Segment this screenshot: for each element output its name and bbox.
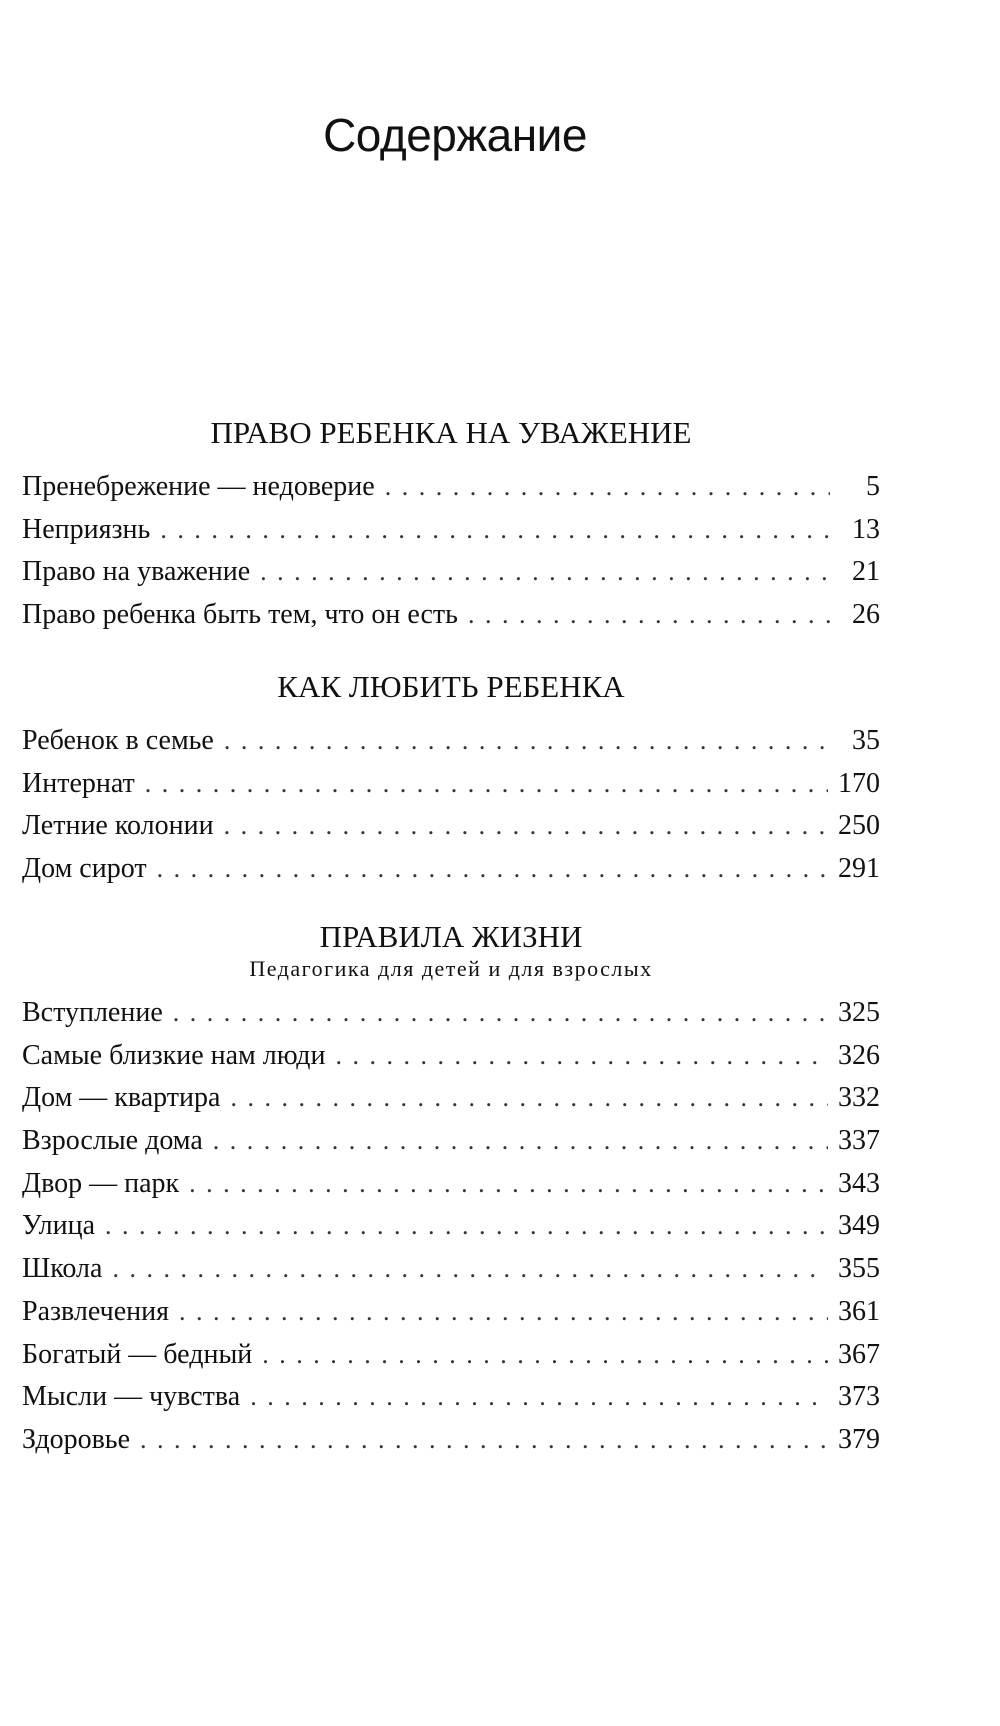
toc-entry-page: 337 <box>838 1125 880 1157</box>
dot-leader <box>105 1205 828 1248</box>
dot-leader <box>112 1248 828 1291</box>
toc-entry-title: Мысли — чувства <box>22 1381 241 1413</box>
toc-section-2 <box>22 664 880 891</box>
toc-entry-title: Дом сирот <box>22 853 147 885</box>
dot-leader <box>160 509 830 552</box>
toc-entry-page: 355 <box>838 1253 880 1285</box>
dot-leader <box>468 594 830 637</box>
toc-entry-title: Развлечения <box>22 1295 169 1327</box>
dot-leader <box>140 1419 828 1462</box>
toc-entry <box>22 1248 880 1291</box>
dot-leader <box>224 720 830 763</box>
dot-leader <box>250 1376 828 1419</box>
dot-leader <box>189 1163 828 1206</box>
toc-section-1 <box>22 410 880 637</box>
toc-entry <box>22 805 880 848</box>
toc-entry-page: 326 <box>838 1039 880 1071</box>
toc-entry-title: Улица <box>22 1210 96 1242</box>
section-heading: ПРАВИЛА ЖИЗНИ <box>319 919 583 954</box>
toc-entry-title: Вступление <box>22 997 163 1028</box>
dot-leader <box>213 1120 828 1163</box>
toc-entry-page: 26 <box>852 599 880 631</box>
toc-entry-page: 367 <box>838 1338 880 1370</box>
toc-entry-title: Пренебрежение — недоверие <box>22 471 375 502</box>
toc-entry <box>22 551 880 594</box>
section-subheading: Педагогика для детей и для взрослых <box>249 956 653 981</box>
toc-entry-page: 21 <box>852 556 880 588</box>
toc-entry-page: 291 <box>838 853 880 885</box>
toc-entry <box>22 1419 880 1462</box>
toc-entry <box>22 1035 880 1078</box>
toc-entry <box>22 1163 880 1206</box>
toc-entry <box>22 466 880 509</box>
toc-entry-page: 349 <box>838 1210 880 1242</box>
toc-entry-title: Право на уважение <box>22 556 251 588</box>
section-heading: КАК ЛЮБИТЬ РЕБЕНКА <box>277 669 625 704</box>
dot-leader <box>157 848 828 891</box>
toc-entry-page: 373 <box>838 1381 880 1413</box>
page-title: Содержание <box>323 109 587 161</box>
dot-leader <box>230 1077 828 1120</box>
toc-entry <box>22 720 880 763</box>
toc-entry <box>22 992 880 1035</box>
toc-entry <box>22 1291 880 1334</box>
toc-entry-title: Летние колонии <box>22 810 214 842</box>
section-heading: ПРАВО РЕБЕНКА НА УВАЖЕНИЕ <box>210 415 692 450</box>
toc-entry-title: Богатый — бедный <box>22 1338 253 1370</box>
toc-entry-page: 343 <box>838 1167 880 1199</box>
toc-entry-page: 35 <box>852 725 880 756</box>
toc-entry <box>22 1376 880 1419</box>
toc-entry-title: Неприязнь <box>22 513 151 545</box>
dot-leader <box>179 1291 828 1334</box>
toc-entry <box>22 594 880 637</box>
toc-entry-page: 250 <box>838 810 880 842</box>
toc-entry-title: Право ребенка быть тем, что он есть <box>22 599 458 631</box>
dot-leader <box>335 1035 828 1078</box>
toc-entry-title: Ребенок в семье <box>22 725 214 756</box>
dot-leader <box>385 466 830 509</box>
toc-entry-page: 170 <box>838 767 880 799</box>
toc-entry-page: 13 <box>852 513 880 545</box>
toc-entry-page: 5 <box>866 471 880 502</box>
dot-leader <box>224 805 828 848</box>
toc-entry-page: 325 <box>838 997 880 1028</box>
toc-entry-title: Самые близкие нам люди <box>22 1039 326 1071</box>
dot-leader <box>260 551 830 594</box>
toc-entry <box>22 1205 880 1248</box>
dot-leader <box>173 992 828 1035</box>
toc-entry-page: 361 <box>838 1295 880 1327</box>
toc-entry-page: 332 <box>838 1082 880 1114</box>
toc-entry-title: Интернат <box>22 767 135 799</box>
toc-entry <box>22 763 880 806</box>
toc-entry <box>22 509 880 552</box>
toc-entry-page: 379 <box>838 1423 880 1455</box>
dot-leader <box>262 1334 828 1377</box>
toc-entry <box>22 1334 880 1377</box>
toc-entry-title: Двор — парк <box>22 1167 180 1199</box>
dot-leader <box>145 763 828 806</box>
toc-entry-title: Школа <box>22 1253 103 1285</box>
toc-entry-title: Здоровье <box>22 1423 130 1455</box>
toc-entry <box>22 1077 880 1120</box>
toc-entry-title: Взрослые дома <box>22 1125 203 1157</box>
toc-entry <box>22 1120 880 1163</box>
toc-section-3 <box>22 914 880 1462</box>
toc-entry-title: Дом — квартира <box>22 1082 221 1114</box>
toc-entry <box>22 848 880 891</box>
